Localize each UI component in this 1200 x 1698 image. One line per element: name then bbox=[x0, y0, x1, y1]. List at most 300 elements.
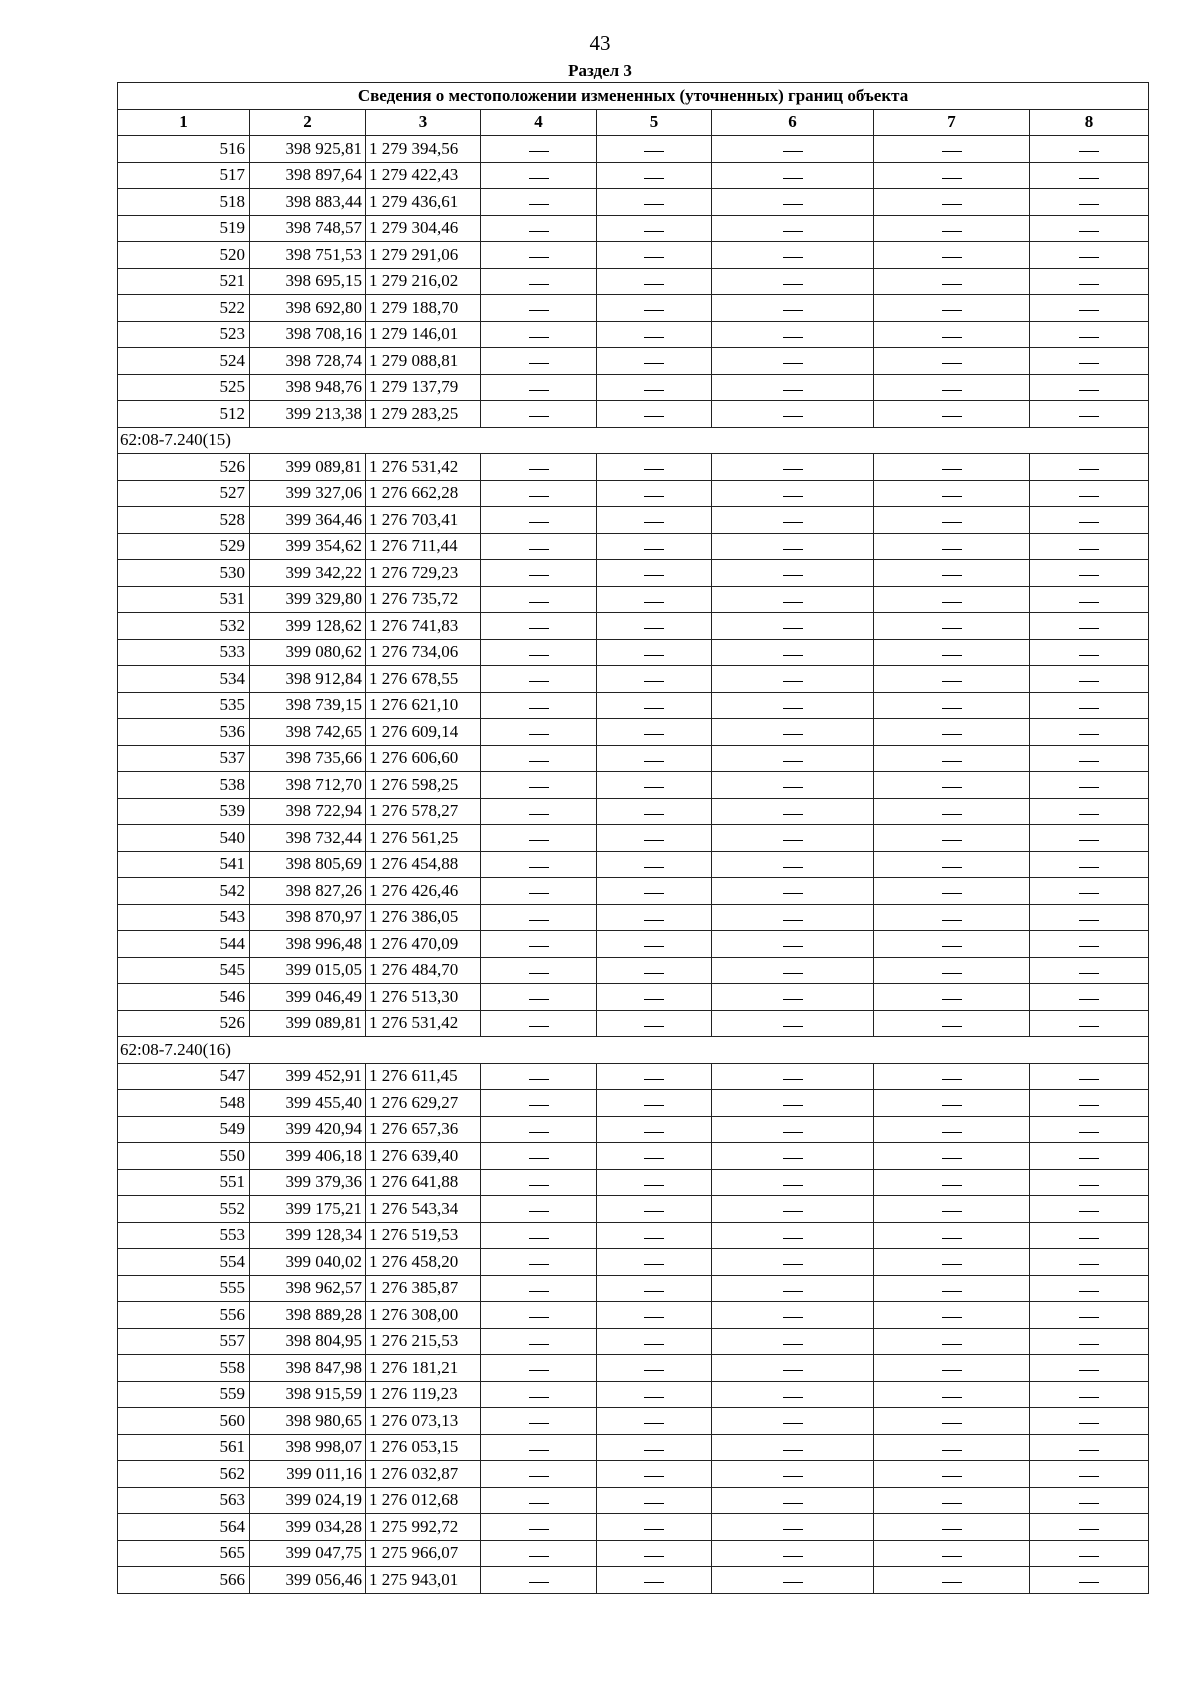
coordinate-y: 1 276 734,06 bbox=[366, 639, 481, 666]
coordinate-y: 1 276 531,42 bbox=[366, 1010, 481, 1037]
coordinate-x: 398 742,65 bbox=[250, 719, 366, 746]
empty-cell-col-8 bbox=[1030, 348, 1149, 375]
dash-mark bbox=[783, 1582, 803, 1583]
dash-mark bbox=[644, 1079, 664, 1080]
dash-mark bbox=[529, 681, 549, 682]
point-number: 563 bbox=[118, 1487, 250, 1514]
empty-cell-col-6 bbox=[712, 1169, 874, 1196]
dash-mark bbox=[1079, 1556, 1099, 1557]
empty-cell-col-5 bbox=[597, 586, 712, 613]
table-caption: Сведения о местоположении измененных (уточненных) границ объекта bbox=[118, 83, 1149, 110]
empty-cell-col-5 bbox=[597, 1249, 712, 1276]
dash-mark bbox=[1079, 761, 1099, 762]
dash-mark bbox=[1079, 204, 1099, 205]
point-number: 526 bbox=[118, 1010, 250, 1037]
empty-cell-col-5 bbox=[597, 533, 712, 560]
empty-cell-col-5 bbox=[597, 1275, 712, 1302]
coordinate-x: 399 455,40 bbox=[250, 1090, 366, 1117]
point-number: 533 bbox=[118, 639, 250, 666]
dash-mark bbox=[1079, 575, 1099, 576]
dash-mark bbox=[529, 628, 549, 629]
empty-cell-col-6 bbox=[712, 586, 874, 613]
coordinate-y: 1 276 606,60 bbox=[366, 745, 481, 772]
dash-mark bbox=[942, 1450, 962, 1451]
dash-mark bbox=[783, 999, 803, 1000]
empty-cell-col-8 bbox=[1030, 957, 1149, 984]
table-row bbox=[118, 1222, 1149, 1249]
empty-cell-col-6 bbox=[712, 1567, 874, 1594]
dash-mark bbox=[644, 973, 664, 974]
empty-cell-col-5 bbox=[597, 1010, 712, 1037]
empty-cell-col-8 bbox=[1030, 851, 1149, 878]
dash-mark bbox=[783, 549, 803, 550]
empty-cell-col-8 bbox=[1030, 268, 1149, 295]
dash-mark bbox=[644, 602, 664, 603]
empty-cell-col-5 bbox=[597, 1090, 712, 1117]
point-number: 531 bbox=[118, 586, 250, 613]
dash-mark bbox=[942, 204, 962, 205]
dash-mark bbox=[1079, 469, 1099, 470]
empty-cell-col-5 bbox=[597, 480, 712, 507]
coordinate-y: 1 276 386,05 bbox=[366, 904, 481, 931]
empty-cell-col-7 bbox=[874, 1196, 1030, 1223]
coordinate-y: 1 279 216,02 bbox=[366, 268, 481, 295]
dash-mark bbox=[1079, 1105, 1099, 1106]
column-header-5: 5 bbox=[597, 109, 712, 136]
coordinate-y: 1 276 385,87 bbox=[366, 1275, 481, 1302]
empty-cell-col-7 bbox=[874, 454, 1030, 481]
empty-cell-col-7 bbox=[874, 162, 1030, 189]
table-row bbox=[118, 692, 1149, 719]
empty-cell-col-6 bbox=[712, 1063, 874, 1090]
empty-cell-col-4 bbox=[481, 1328, 597, 1355]
dash-mark bbox=[644, 1450, 664, 1451]
dash-mark bbox=[529, 1317, 549, 1318]
empty-cell-col-8 bbox=[1030, 162, 1149, 189]
empty-cell-col-8 bbox=[1030, 533, 1149, 560]
dash-mark bbox=[783, 1317, 803, 1318]
empty-cell-col-8 bbox=[1030, 772, 1149, 799]
coordinate-y: 1 279 137,79 bbox=[366, 374, 481, 401]
table-row bbox=[118, 931, 1149, 958]
coordinate-x: 399 080,62 bbox=[250, 639, 366, 666]
coordinate-x: 399 047,75 bbox=[250, 1540, 366, 1567]
dash-mark bbox=[942, 946, 962, 947]
coordinate-x: 399 342,22 bbox=[250, 560, 366, 587]
dash-mark bbox=[783, 496, 803, 497]
dash-mark bbox=[644, 734, 664, 735]
coordinate-y: 1 276 621,10 bbox=[366, 692, 481, 719]
empty-cell-col-6 bbox=[712, 931, 874, 958]
coordinate-y: 1 276 611,45 bbox=[366, 1063, 481, 1090]
coordinates-table bbox=[117, 82, 1149, 1594]
empty-cell-col-4 bbox=[481, 1408, 597, 1435]
dash-mark bbox=[942, 628, 962, 629]
coordinate-x: 399 213,38 bbox=[250, 401, 366, 428]
empty-cell-col-6 bbox=[712, 480, 874, 507]
dash-mark bbox=[529, 1370, 549, 1371]
dash-mark bbox=[942, 1291, 962, 1292]
empty-cell-col-6 bbox=[712, 1514, 874, 1541]
empty-cell-col-7 bbox=[874, 1010, 1030, 1037]
dash-mark bbox=[783, 1291, 803, 1292]
empty-cell-col-7 bbox=[874, 480, 1030, 507]
table-row bbox=[118, 480, 1149, 507]
table-row bbox=[118, 772, 1149, 799]
coordinate-x: 398 925,81 bbox=[250, 136, 366, 163]
point-number: 565 bbox=[118, 1540, 250, 1567]
dash-mark bbox=[529, 496, 549, 497]
dash-mark bbox=[783, 973, 803, 974]
dash-mark bbox=[783, 363, 803, 364]
point-number: 528 bbox=[118, 507, 250, 534]
table-row bbox=[118, 1090, 1149, 1117]
dash-mark bbox=[942, 1556, 962, 1557]
empty-cell-col-4 bbox=[481, 348, 597, 375]
empty-cell-col-4 bbox=[481, 242, 597, 269]
dash-mark bbox=[942, 549, 962, 550]
dash-mark bbox=[942, 787, 962, 788]
table-row bbox=[118, 957, 1149, 984]
point-number: 520 bbox=[118, 242, 250, 269]
dash-mark bbox=[1079, 151, 1099, 152]
empty-cell-col-6 bbox=[712, 321, 874, 348]
empty-cell-col-7 bbox=[874, 613, 1030, 640]
empty-cell-col-4 bbox=[481, 1249, 597, 1276]
empty-cell-col-8 bbox=[1030, 1143, 1149, 1170]
table-row bbox=[118, 1143, 1149, 1170]
dash-mark bbox=[1079, 1582, 1099, 1583]
coordinate-y: 1 276 458,20 bbox=[366, 1249, 481, 1276]
empty-cell-col-5 bbox=[597, 719, 712, 746]
coordinate-x: 398 728,74 bbox=[250, 348, 366, 375]
dash-mark bbox=[1079, 390, 1099, 391]
empty-cell-col-5 bbox=[597, 1116, 712, 1143]
dash-mark bbox=[942, 257, 962, 258]
empty-cell-col-6 bbox=[712, 189, 874, 216]
dash-mark bbox=[942, 1158, 962, 1159]
table-row bbox=[118, 454, 1149, 481]
empty-cell-col-8 bbox=[1030, 586, 1149, 613]
coordinate-y: 1 279 283,25 bbox=[366, 401, 481, 428]
dash-mark bbox=[783, 946, 803, 947]
empty-cell-col-5 bbox=[597, 507, 712, 534]
point-number: 560 bbox=[118, 1408, 250, 1435]
empty-cell-col-8 bbox=[1030, 1275, 1149, 1302]
table-row bbox=[118, 1514, 1149, 1541]
empty-cell-col-7 bbox=[874, 348, 1030, 375]
table-row bbox=[118, 295, 1149, 322]
dash-mark bbox=[529, 1158, 549, 1159]
empty-cell-col-4 bbox=[481, 215, 597, 242]
dash-mark bbox=[529, 1211, 549, 1212]
dash-mark bbox=[644, 575, 664, 576]
point-number: 529 bbox=[118, 533, 250, 560]
dash-mark bbox=[942, 1423, 962, 1424]
empty-cell-col-6 bbox=[712, 1222, 874, 1249]
dash-mark bbox=[942, 867, 962, 868]
dash-mark bbox=[644, 204, 664, 205]
dash-mark bbox=[942, 231, 962, 232]
empty-cell-col-4 bbox=[481, 851, 597, 878]
dash-mark bbox=[1079, 655, 1099, 656]
empty-cell-col-8 bbox=[1030, 401, 1149, 428]
coordinate-x: 399 175,21 bbox=[250, 1196, 366, 1223]
coordinate-y: 1 275 943,01 bbox=[366, 1567, 481, 1594]
dash-mark bbox=[529, 1344, 549, 1345]
dash-mark bbox=[783, 1397, 803, 1398]
dash-mark bbox=[529, 1423, 549, 1424]
coordinate-y: 1 276 578,27 bbox=[366, 798, 481, 825]
empty-cell-col-7 bbox=[874, 1222, 1030, 1249]
point-number: 558 bbox=[118, 1355, 250, 1382]
dash-mark bbox=[942, 840, 962, 841]
dash-mark bbox=[783, 257, 803, 258]
empty-cell-col-8 bbox=[1030, 507, 1149, 534]
empty-cell-col-5 bbox=[597, 1355, 712, 1382]
dash-mark bbox=[783, 284, 803, 285]
dash-mark bbox=[644, 761, 664, 762]
table-row bbox=[118, 586, 1149, 613]
dash-mark bbox=[1079, 946, 1099, 947]
empty-cell-col-4 bbox=[481, 401, 597, 428]
coordinate-x: 398 998,07 bbox=[250, 1434, 366, 1461]
empty-cell-col-7 bbox=[874, 321, 1030, 348]
coordinate-y: 1 275 992,72 bbox=[366, 1514, 481, 1541]
empty-cell-col-7 bbox=[874, 692, 1030, 719]
dash-mark bbox=[942, 151, 962, 152]
table-row bbox=[118, 401, 1149, 428]
empty-cell-col-5 bbox=[597, 904, 712, 931]
table-row bbox=[118, 321, 1149, 348]
empty-cell-col-6 bbox=[712, 1355, 874, 1382]
dash-mark bbox=[783, 1264, 803, 1265]
empty-cell-col-4 bbox=[481, 295, 597, 322]
empty-cell-col-8 bbox=[1030, 1434, 1149, 1461]
empty-cell-col-7 bbox=[874, 1116, 1030, 1143]
empty-cell-col-5 bbox=[597, 1302, 712, 1329]
dash-mark bbox=[1079, 522, 1099, 523]
dash-mark bbox=[529, 1264, 549, 1265]
dash-mark bbox=[529, 602, 549, 603]
coordinate-x: 399 040,02 bbox=[250, 1249, 366, 1276]
dash-mark bbox=[783, 178, 803, 179]
empty-cell-col-6 bbox=[712, 957, 874, 984]
empty-cell-col-8 bbox=[1030, 1090, 1149, 1117]
dash-mark bbox=[529, 284, 549, 285]
empty-cell-col-5 bbox=[597, 215, 712, 242]
empty-cell-col-4 bbox=[481, 136, 597, 163]
dash-mark bbox=[644, 496, 664, 497]
empty-cell-col-8 bbox=[1030, 1302, 1149, 1329]
coordinate-y: 1 276 073,13 bbox=[366, 1408, 481, 1435]
dash-mark bbox=[644, 1370, 664, 1371]
coordinate-x: 398 897,64 bbox=[250, 162, 366, 189]
coordinate-y: 1 279 291,06 bbox=[366, 242, 481, 269]
dash-mark bbox=[942, 337, 962, 338]
point-number: 550 bbox=[118, 1143, 250, 1170]
empty-cell-col-4 bbox=[481, 1381, 597, 1408]
table-row bbox=[118, 507, 1149, 534]
empty-cell-col-7 bbox=[874, 851, 1030, 878]
dash-mark bbox=[529, 151, 549, 152]
table-row bbox=[118, 1169, 1149, 1196]
coordinate-y: 1 276 543,34 bbox=[366, 1196, 481, 1223]
empty-cell-col-6 bbox=[712, 1249, 874, 1276]
dash-mark bbox=[783, 1370, 803, 1371]
empty-cell-col-7 bbox=[874, 374, 1030, 401]
empty-cell-col-6 bbox=[712, 904, 874, 931]
dash-mark bbox=[529, 840, 549, 841]
point-number: 530 bbox=[118, 560, 250, 587]
dash-mark bbox=[942, 390, 962, 391]
dash-mark bbox=[783, 1185, 803, 1186]
dash-mark bbox=[529, 310, 549, 311]
empty-cell-col-8 bbox=[1030, 136, 1149, 163]
dash-mark bbox=[1079, 416, 1099, 417]
point-number: 552 bbox=[118, 1196, 250, 1223]
dash-mark bbox=[529, 575, 549, 576]
coordinate-x: 399 024,19 bbox=[250, 1487, 366, 1514]
coordinate-y: 1 276 308,00 bbox=[366, 1302, 481, 1329]
dash-mark bbox=[783, 231, 803, 232]
empty-cell-col-5 bbox=[597, 1381, 712, 1408]
empty-cell-col-5 bbox=[597, 639, 712, 666]
dash-mark bbox=[942, 602, 962, 603]
dash-mark bbox=[942, 655, 962, 656]
empty-cell-col-7 bbox=[874, 1143, 1030, 1170]
empty-cell-col-7 bbox=[874, 507, 1030, 534]
coordinate-x: 399 015,05 bbox=[250, 957, 366, 984]
coordinate-x: 398 889,28 bbox=[250, 1302, 366, 1329]
dash-mark bbox=[1079, 1158, 1099, 1159]
coordinate-x: 399 327,06 bbox=[250, 480, 366, 507]
dash-mark bbox=[1079, 999, 1099, 1000]
table-row bbox=[118, 639, 1149, 666]
coordinate-x: 398 883,44 bbox=[250, 189, 366, 216]
empty-cell-col-5 bbox=[597, 666, 712, 693]
empty-cell-col-7 bbox=[874, 1063, 1030, 1090]
coordinate-x: 399 406,18 bbox=[250, 1143, 366, 1170]
empty-cell-col-7 bbox=[874, 215, 1030, 242]
empty-cell-col-6 bbox=[712, 401, 874, 428]
dash-mark bbox=[644, 1556, 664, 1557]
empty-cell-col-6 bbox=[712, 1328, 874, 1355]
coordinate-y: 1 276 741,83 bbox=[366, 613, 481, 640]
empty-cell-col-4 bbox=[481, 533, 597, 560]
empty-cell-col-6 bbox=[712, 295, 874, 322]
empty-cell-col-6 bbox=[712, 692, 874, 719]
empty-cell-col-7 bbox=[874, 1302, 1030, 1329]
coordinate-y: 1 276 519,53 bbox=[366, 1222, 481, 1249]
empty-cell-col-7 bbox=[874, 1567, 1030, 1594]
dash-mark bbox=[529, 1132, 549, 1133]
empty-cell-col-8 bbox=[1030, 1355, 1149, 1382]
dash-mark bbox=[644, 363, 664, 364]
empty-cell-col-7 bbox=[874, 401, 1030, 428]
coordinate-y: 1 276 119,23 bbox=[366, 1381, 481, 1408]
coordinate-y: 1 276 735,72 bbox=[366, 586, 481, 613]
dash-mark bbox=[529, 734, 549, 735]
dash-mark bbox=[783, 840, 803, 841]
empty-cell-col-5 bbox=[597, 321, 712, 348]
empty-cell-col-8 bbox=[1030, 454, 1149, 481]
dash-mark bbox=[783, 1238, 803, 1239]
empty-cell-col-7 bbox=[874, 878, 1030, 905]
empty-cell-col-6 bbox=[712, 639, 874, 666]
coordinate-x: 398 870,97 bbox=[250, 904, 366, 931]
empty-cell-col-6 bbox=[712, 374, 874, 401]
dash-mark bbox=[644, 1529, 664, 1530]
point-number: 548 bbox=[118, 1090, 250, 1117]
dash-mark bbox=[783, 761, 803, 762]
group-label: 62:08-7.240(16) bbox=[118, 1037, 1149, 1064]
empty-cell-col-5 bbox=[597, 1434, 712, 1461]
dash-mark bbox=[1079, 284, 1099, 285]
dash-mark bbox=[942, 496, 962, 497]
dash-mark bbox=[783, 1158, 803, 1159]
dash-mark bbox=[942, 1317, 962, 1318]
point-number: 537 bbox=[118, 745, 250, 772]
dash-mark bbox=[644, 814, 664, 815]
dash-mark bbox=[644, 1105, 664, 1106]
dash-mark bbox=[644, 867, 664, 868]
empty-cell-col-6 bbox=[712, 798, 874, 825]
empty-cell-col-4 bbox=[481, 613, 597, 640]
empty-cell-col-6 bbox=[712, 1143, 874, 1170]
empty-cell-col-5 bbox=[597, 1408, 712, 1435]
point-number: 519 bbox=[118, 215, 250, 242]
empty-cell-col-8 bbox=[1030, 904, 1149, 931]
empty-cell-col-6 bbox=[712, 1090, 874, 1117]
table-row bbox=[118, 1461, 1149, 1488]
dash-mark bbox=[644, 390, 664, 391]
dash-mark bbox=[644, 469, 664, 470]
point-number: 521 bbox=[118, 268, 250, 295]
dash-mark bbox=[529, 946, 549, 947]
table-row bbox=[118, 1487, 1149, 1514]
empty-cell-col-4 bbox=[481, 692, 597, 719]
table-row bbox=[118, 189, 1149, 216]
empty-cell-col-7 bbox=[874, 1487, 1030, 1514]
dash-mark bbox=[783, 1026, 803, 1027]
empty-cell-col-4 bbox=[481, 1355, 597, 1382]
dash-mark bbox=[783, 1105, 803, 1106]
dash-mark bbox=[942, 469, 962, 470]
dash-mark bbox=[1079, 1476, 1099, 1477]
table-row bbox=[118, 162, 1149, 189]
empty-cell-col-5 bbox=[597, 1063, 712, 1090]
coordinate-x: 398 980,65 bbox=[250, 1408, 366, 1435]
table-row bbox=[118, 533, 1149, 560]
dash-mark bbox=[644, 1185, 664, 1186]
empty-cell-col-8 bbox=[1030, 374, 1149, 401]
empty-cell-col-5 bbox=[597, 957, 712, 984]
empty-cell-col-7 bbox=[874, 666, 1030, 693]
coordinate-x: 399 056,46 bbox=[250, 1567, 366, 1594]
point-number: 524 bbox=[118, 348, 250, 375]
dash-mark bbox=[529, 1582, 549, 1583]
point-number: 535 bbox=[118, 692, 250, 719]
coordinate-x: 399 089,81 bbox=[250, 454, 366, 481]
coordinate-y: 1 279 422,43 bbox=[366, 162, 481, 189]
dash-mark bbox=[783, 390, 803, 391]
empty-cell-col-7 bbox=[874, 189, 1030, 216]
empty-cell-col-7 bbox=[874, 639, 1030, 666]
coordinate-y: 1 276 662,28 bbox=[366, 480, 481, 507]
point-number: 516 bbox=[118, 136, 250, 163]
dash-mark bbox=[783, 1450, 803, 1451]
